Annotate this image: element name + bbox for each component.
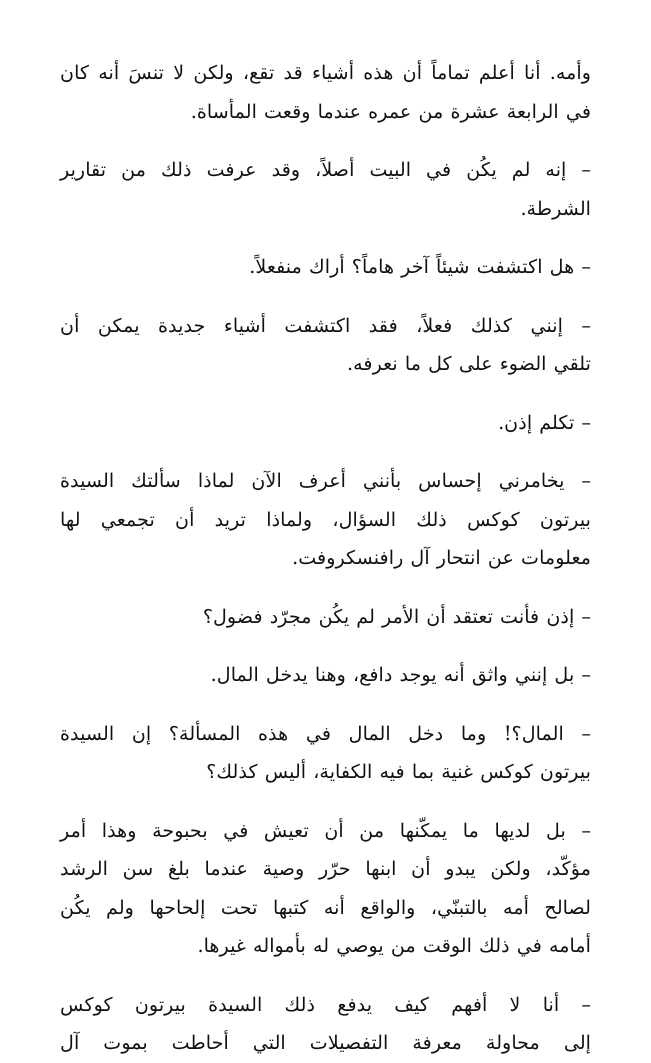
text-line: – إنه لم يكُن في البيت أصلاً، وقد عرفت ذلك من تقارير [60, 158, 591, 181]
text-line: في الرابعة عشرة من عمره عندما وقعت المأساة. [190, 99, 591, 123]
text-line: – إذن فأنت تعتقد أن الأمر لم يكُن مجرّد فضول؟ [202, 604, 591, 628]
paragraph-8 [60, 656, 591, 695]
paragraph-9 [60, 715, 591, 792]
text-line: بيرتون كوكس غنية بما فيه الكفاية، أليس كذلك؟ [206, 760, 591, 783]
text-line: – إنني كذلك فعلاً، فقد اكتشفت أشياء جديدة يمكن أن [60, 313, 591, 337]
text-line: – أنا لا أفهم كيف يدفع ذلك السيدة بيرتون كوكس [60, 992, 591, 1016]
text-line: إلى محاولة معرفة التفصيلات التي أحاطت بموت آل [60, 1031, 591, 1054]
text-line: – بل لديها ما يمكّنها من أن تعيش في بحبوحة وهذا أمر [60, 818, 591, 842]
text-line: – هل اكتشفت شيئاً آخر هاماً؟ أراك منفعلاً. [249, 255, 591, 278]
text-line: – يخامرني إحساس بأنني أعرف الآن لماذا سألتك السيدة [60, 469, 591, 492]
paragraph-3 [60, 248, 591, 287]
paragraph-5 [60, 404, 591, 443]
paragraph-11 [60, 986, 591, 1063]
text-line: – تكلم إذن. [498, 410, 591, 434]
text-line: تلقي الضوء على كل ما نعرفه. [347, 352, 591, 375]
paragraph-4 [60, 307, 591, 384]
text-line: وأمه. أنا أعلم تماماً أن هذه أشياء قد تقع، ولكن لا تنسَ أنه كان [60, 61, 591, 84]
page-text [60, 54, 591, 1063]
text-line: معلومات عن انتحار آل رافنسكروفت. [292, 546, 591, 569]
text-line: – بل إنني واثق أنه يوجد دافع، وهنا يدخل المال. [210, 663, 591, 686]
text-line: – المال؟! وما دخل المال في هذه المسألة؟ إن السيدة [60, 721, 591, 745]
paragraph-6 [60, 462, 591, 578]
paragraph-7 [60, 598, 591, 637]
text-line: مؤكّد، ولكن يبدو أن ابنها حرّر وصية عندما بلغ سن الرشد [60, 857, 591, 880]
paragraph-1 [60, 54, 591, 131]
text-line: أمامه في ذلك الوقت من يوصي له بأمواله غيرها. [197, 934, 591, 957]
text-line: لصالح أمه بالتبنّي، والواقع أنه كتبها تحت إلحاحها ولم يكُن [60, 895, 591, 919]
text-line: بيرتون كوكس ذلك السؤال، ولماذا تريد أن تجمعي لها [60, 507, 591, 531]
text-line: الشرطة. [520, 196, 591, 220]
paragraph-2 [60, 151, 591, 228]
paragraph-10 [60, 812, 591, 966]
